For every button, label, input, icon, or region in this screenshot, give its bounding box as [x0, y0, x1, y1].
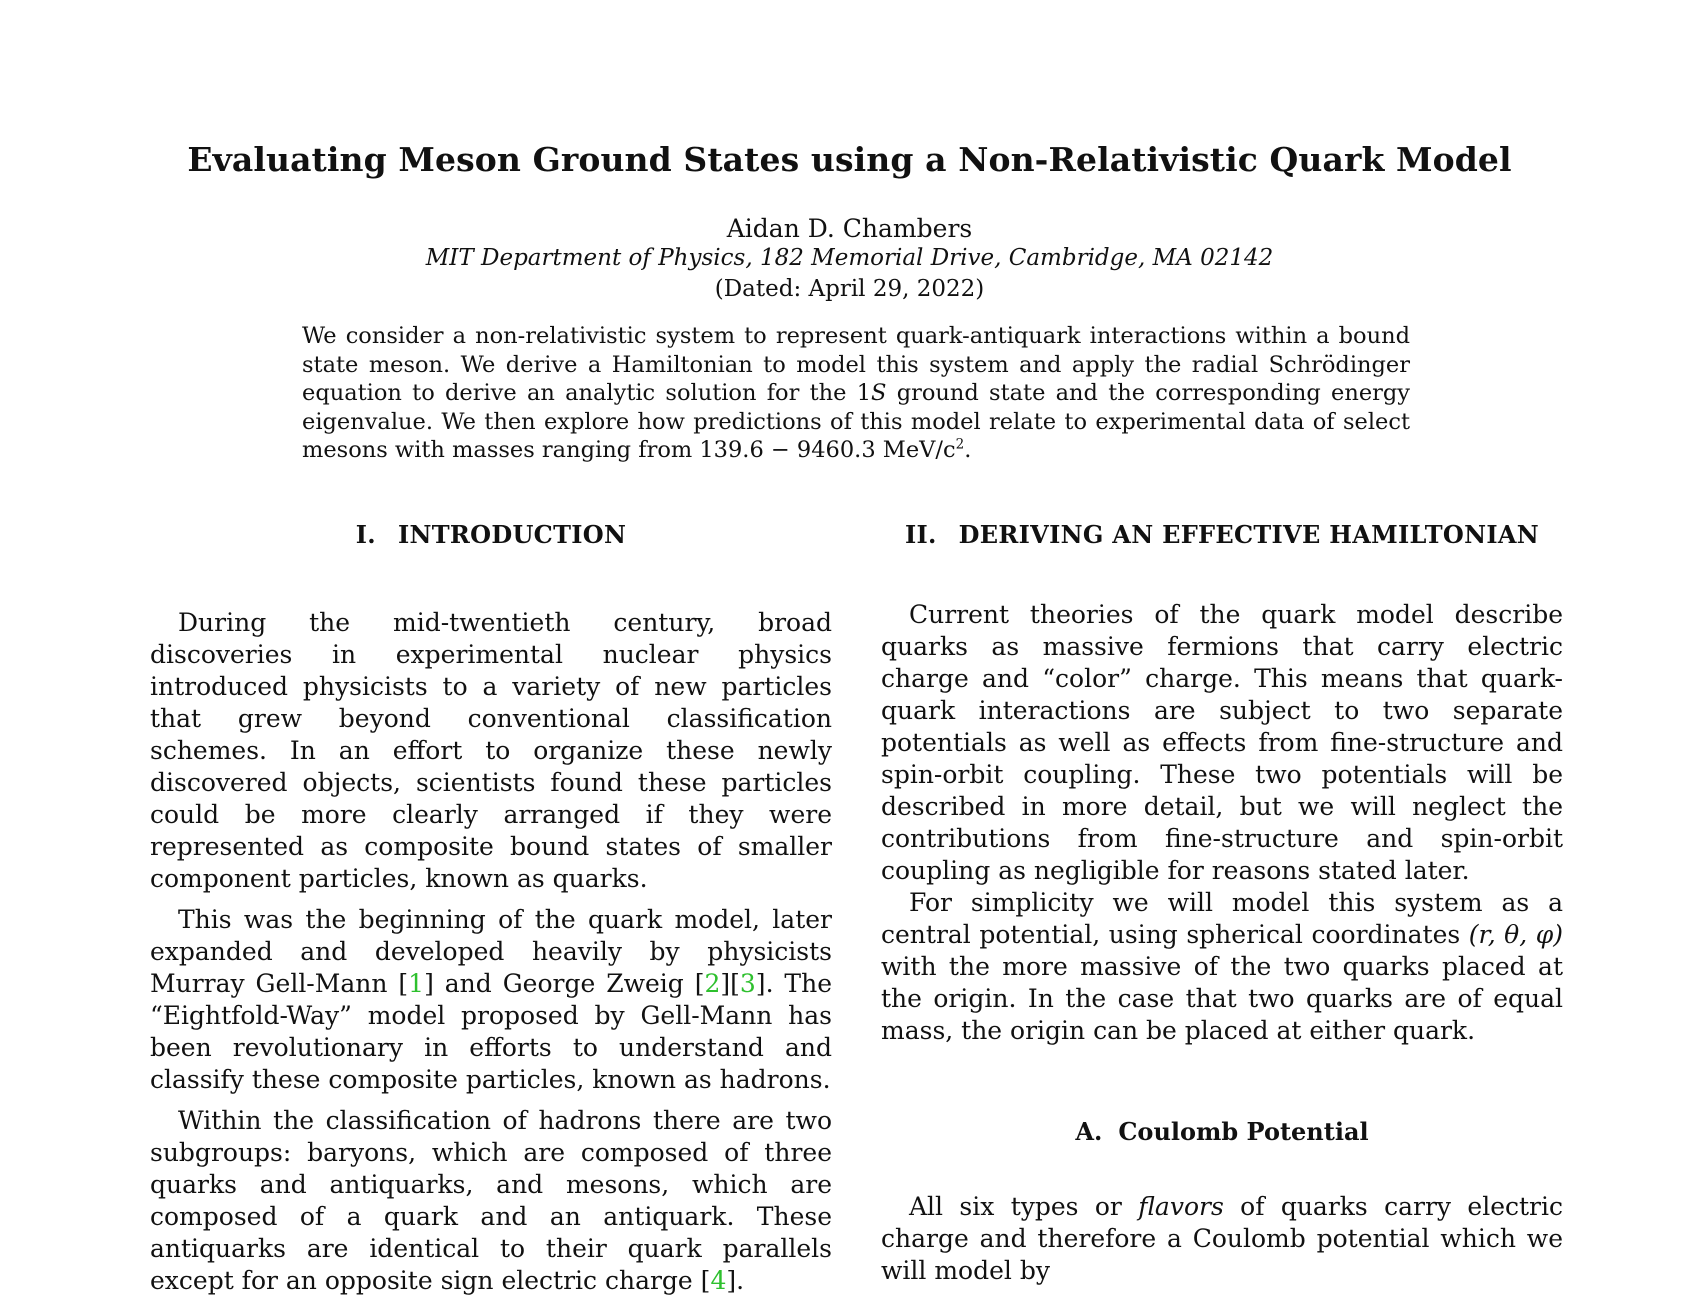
citation-link[interactable]: 3: [739, 969, 756, 998]
coulomb-p1-text-a: All six types or: [909, 1192, 1139, 1221]
intro-paragraph-1: During the mid-twentieth century, broad discoveries in experimental nuclear physics introduced physicists to a variety of new particles that grew beyond conventional classification schemes. In an effort to organize these newly discovered objects, scientists found these particles could be more clearly arranged if they were represented as composite bound states of smaller component particles, known as quarks.: [150, 608, 832, 893]
coordinate-math: (r, θ, φ): [1468, 920, 1563, 949]
intro-p3-text-a: Within the classification of hadrons there are two subgroups: baryons, which are composed of three quarks and antiquarks, and mesons, which are composed of a quark and an antiquark. These antiquarks are identical to their quark parallels except for an opposite sign electric charge: [150, 1106, 832, 1295]
section-number: I.: [355, 520, 376, 549]
section-title: INTRODUCTION: [397, 520, 627, 549]
right-column: [881, 520, 1563, 1296]
section-heading-hamiltonian: [881, 520, 1563, 550]
citation-link[interactable]: 2: [704, 969, 721, 998]
abstract-part-2: ground state and the corresponding energy eigenvalue. We then explore how predictions of this model relate to experimental data of select mesons with masses ranging from 139.6 − 9460.3 MeV/c: [302, 380, 1410, 463]
intro-p3-text-b: .: [736, 1266, 745, 1295]
abstract-part-1: We consider a non-relativistic system to represent quark-antiquark interactions within a bound state meson. We derive a Hamiltonian to model this system and apply the radial Schrödinger equation to derive an analytic solution for the 1: [302, 323, 1410, 406]
citation-link[interactable]: 4: [710, 1266, 727, 1295]
abstract-state-symbol: S: [871, 380, 887, 406]
hamiltonian-p2-text-b: with the more massive of the two quarks placed at the origin. In the case that two quarks are of equal mass, the origin can be placed at either quark.: [881, 952, 1563, 1045]
hamiltonian-paragraph-1: Current theories of the quark model describe quarks as massive fermions that carry electric charge and “color” charge. This means that quark-quark interactions are subject to two separate potentials as well as effects from fine-structure and spin-orbit coupling. These two potentials will be described in more detail, but we will neglect the contributions from fine-structure and spin-orbit coupling as negligible for reasons stated later.: [881, 600, 1563, 885]
hamiltonian-paragraph-2: [881, 887, 1563, 1047]
abstract: [302, 322, 1410, 465]
abstract-superscript: 2: [955, 436, 965, 453]
coulomb-paragraph-1: [881, 1191, 1563, 1287]
abstract-text: [302, 322, 1410, 465]
intro-p2-text-a: This was the beginning of the quark model, later expanded and developed heavily by physicists Murray Gell-Mann: [150, 905, 832, 998]
subsection-heading-coulomb: [881, 1117, 1563, 1147]
section-heading-introduction: [150, 520, 832, 550]
author-affiliation: MIT Department of Physics, 182 Memorial Drive, Cambridge, MA 02142: [425, 245, 1274, 271]
hamiltonian-body: [881, 599, 1563, 1287]
section-number: II.: [904, 520, 937, 549]
coulomb-body: [881, 1191, 1563, 1287]
subsection-title: Coulomb Potential: [1118, 1117, 1369, 1146]
intro-p2-text-c: . The “Eightfold-Way” model proposed by Gell-Mann has been revolutionary in efforts to understand and classify these composite particles, known as hadrons.: [150, 969, 833, 1094]
author-name: Aidan D. Chambers: [726, 214, 973, 243]
intro-p2-text-b: and George Zweig: [433, 969, 695, 998]
flavors-emphasis: flavors: [1138, 1192, 1224, 1221]
paper-title: Evaluating Meson Ground States using a Non-Relativistic Quark Model: [187, 140, 1512, 179]
hamiltonian-p2-text-a: For simplicity we will model this system as a central potential, using spherical coordinates: [881, 888, 1563, 949]
date-line: (Dated: April 29, 2022): [714, 276, 985, 302]
intro-paragraph-2: This was the beginning of the quark model, later expanded and developed heavily by physicists Murray Gell-Mann [1] and George Zweig [2][3]. The “Eightfold-Way” model proposed by Gell-Mann has been revolutionary in efforts to understand and classify these composite particles, known as hadrons.: [150, 905, 833, 1094]
section-title: DERIVING AN EFFECTIVE HAMILTONIAN: [958, 520, 1540, 549]
citation-link[interactable]: 1: [408, 969, 425, 998]
intro-paragraph-3: Within the classification of hadrons there are two subgroups: baryons, which are composed of three quarks and antiquarks, and mesons, which are composed of a quark and an antiquark. These antiquarks are identical to their quark parallels except for an opposite sign electric charge [4].: [150, 1106, 832, 1295]
abstract-part-3: .: [964, 437, 972, 463]
left-column: [150, 520, 832, 1306]
coulomb-p1-text-b: of quarks carry electric charge and therefore a Coulomb potential which we will model by: [881, 1192, 1563, 1285]
subsection-number: A.: [1075, 1117, 1103, 1146]
introduction-body: [150, 607, 832, 1297]
